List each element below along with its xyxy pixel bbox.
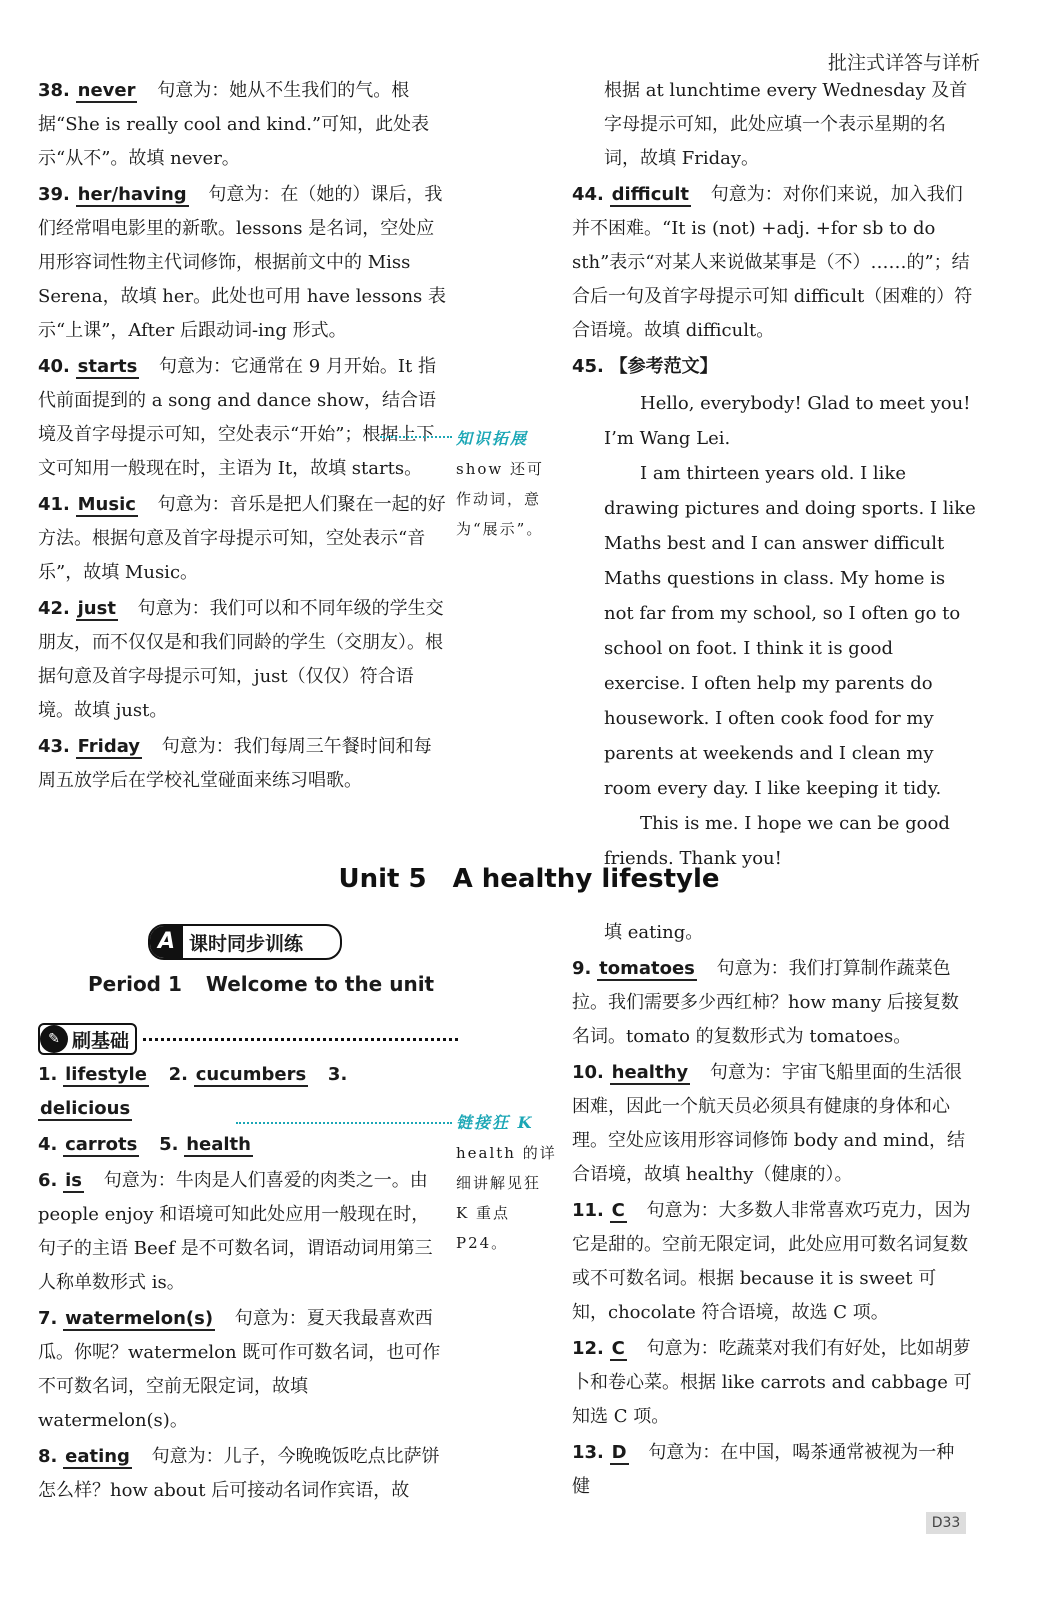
answer-item-12 <box>572 1332 972 1434</box>
side-note-link <box>456 1108 560 1258</box>
item-answer: tomatoes <box>599 958 695 979</box>
answer-item-38 <box>38 74 446 176</box>
item-explanation: 句意为：对你们来说，加入我们并不困难。“It is (not) +adj. +for sb to do sth”表示“对某人来说做某事是（不）……的”；结合后一句及首字母提示可知 difficult（困难的）符合语境。故填 difficult。 <box>572 184 973 341</box>
item-answer: starts <box>77 356 138 377</box>
answer-item-8-continued: 填 eating。 <box>604 922 704 943</box>
page-number: D33 <box>926 1512 966 1534</box>
period-number: Period 1 <box>88 972 182 996</box>
item-number: 39. <box>38 184 70 205</box>
item-number: 4. <box>38 1134 58 1155</box>
answer-row-1-3 <box>38 1058 446 1126</box>
basic-practice-heading <box>38 1022 458 1056</box>
item-number: 7. <box>38 1308 58 1329</box>
item-answer: difficult <box>611 184 690 205</box>
item-answer: D <box>611 1442 627 1463</box>
period-title: Welcome to the unit <box>205 972 435 996</box>
item-number: 11. <box>572 1200 604 1221</box>
answer-item-42 <box>38 592 446 728</box>
item-explanation: 句意为：夏天我最喜欢西瓜。你呢？watermelon 既可作可数名词，也可作不可数名词，空前无限定词，故填 watermelon(s)。 <box>38 1308 441 1431</box>
item-number: 40. <box>38 356 70 377</box>
item-explanation: 句意为：我们每周三午餐时间和每周五放学后在学校礼堂碰面来练习唱歌。 <box>38 736 432 791</box>
answer-item-10 <box>572 1056 972 1192</box>
item-number: 43. <box>38 736 70 757</box>
side-note-knowledge <box>456 424 560 544</box>
bottom-left-column <box>38 1058 446 1510</box>
section-badge <box>148 924 342 960</box>
item-number: 44. <box>572 184 604 205</box>
answer-item-7 <box>38 1302 446 1438</box>
item-answer: carrots <box>65 1134 138 1155</box>
answer-item-40 <box>38 350 446 486</box>
basic-practice-box <box>38 1023 137 1055</box>
item-answer: lifestyle <box>65 1064 147 1085</box>
item-answer: just <box>77 598 116 619</box>
item-number: 42. <box>38 598 70 619</box>
basic-practice-label: 刷基础 <box>72 1029 130 1052</box>
item-number: 2. <box>168 1064 189 1085</box>
item-answer: cucumbers <box>195 1064 307 1085</box>
item-number: 3. <box>327 1064 348 1085</box>
side-note-tag: 知识拓展 <box>456 429 529 448</box>
item-number: 1. <box>38 1064 58 1085</box>
answer-item-44 <box>572 178 980 348</box>
item-answer: watermelon(s) <box>65 1308 214 1329</box>
side-note-text: health 的详细讲解见狂 K 重点 P24。 <box>456 1144 557 1252</box>
item-answer: Music <box>77 494 136 515</box>
note-leader-line <box>236 1122 452 1124</box>
answer-item-8 <box>38 1440 446 1508</box>
item-answer: C <box>611 1338 625 1359</box>
item-answer: Friday <box>77 736 141 757</box>
item-number: 5. <box>159 1134 179 1155</box>
essay-paragraph: I am thirteen years old. I like drawing pictures and doing sports. I like Maths best and I can answer difficult Maths questions in class. My home is not far from my school, so I often go to school on foot. I think it is good exercise. I often help my parents do housework. I often cook food for my parents at weekends and I clean my room every day. I like keeping it tidy. <box>604 463 976 799</box>
item-explanation: 句意为：她从不生我们的气。根据“She is really cool and kind.”可知，此处表示“从不”。故填 never。 <box>38 80 430 169</box>
model-essay <box>572 386 980 876</box>
item-number: 38. <box>38 80 70 101</box>
item-answer: eating <box>65 1446 130 1467</box>
item-explanation: 句意为：宇宙飞船里面的生活很困难，因此一个航天员必须具有健康的身体和心理。空处应该用形容词修饰 body and mind，结合语境，故填 healthy（健康的）。 <box>572 1062 966 1185</box>
item-answer: is <box>65 1170 82 1191</box>
item-number: 10. <box>572 1062 604 1083</box>
item-explanation: 句意为：我们打算制作蔬菜色拉。我们需要多少西红柿？how many 后接复数名词。tomato 的复数形式为 tomatoes。 <box>572 958 959 1047</box>
item-answer: delicious <box>40 1098 131 1119</box>
item-number: 8. <box>38 1446 58 1467</box>
side-note-text: show 还可作动词，意为“展示”。 <box>456 460 544 538</box>
item-number: 9. <box>572 958 592 979</box>
bottom-right-column <box>572 916 972 1506</box>
item-explanation: 句意为：大多数人非常喜欢巧克力，因为它是甜的。空前无限定词，此处应用可数名词复数或不可数名词。根据 because it is sweet 可知，chocolate 符合语境，故选 C 项。 <box>572 1200 971 1323</box>
answer-item-39 <box>38 178 446 348</box>
item-explanation: 句意为：音乐是把人们聚在一起的好方法。根据句意及首字母提示可知，空处表示“音乐”，故填 Music。 <box>38 494 446 583</box>
item-answer: her/having <box>77 184 187 205</box>
item-answer: healthy <box>611 1062 689 1083</box>
answer-item-43-continued: 根据 at lunchtime every Wednesday 及首字母提示可知，此处应填一个表示星期的名词，故填 Friday。 <box>604 80 968 169</box>
answer-item-45 <box>572 350 980 384</box>
answer-item-13 <box>572 1436 972 1504</box>
item-explanation: 句意为：在中国，喝茶通常被视为一种健 <box>572 1442 955 1497</box>
period-heading <box>88 972 434 996</box>
model-essay-label: 【参考范文】 <box>609 356 718 377</box>
page-header: 批注式详答与详析 <box>827 52 980 74</box>
answer-row-4-5 <box>38 1128 446 1162</box>
item-explanation: 句意为：我们可以和不同年级的学生交朋友，而不仅仅是和我们同龄的学生（交朋友）。根据句意及首字母提示可知，just（仅仅）符合语境。故填 just。 <box>38 598 444 721</box>
top-right-column <box>572 74 980 876</box>
item-answer: health <box>186 1134 251 1155</box>
item-answer: never <box>77 80 136 101</box>
essay-paragraph: This is me. I hope we can be good friends. Thank you! <box>604 813 950 869</box>
dotted-divider <box>143 1038 458 1041</box>
answer-item-6 <box>38 1164 446 1300</box>
item-explanation: 句意为：吃蔬菜对我们有好处，比如胡萝卜和卷心菜。根据 like carrots and cabbage 可知选 C 项。 <box>572 1338 972 1427</box>
item-answer: C <box>611 1200 625 1221</box>
pencil-icon: ✎ <box>40 1025 68 1053</box>
answer-item-11 <box>572 1194 972 1330</box>
item-explanation: 句意为：牛肉是人们喜爱的肉类之一。由 people enjoy 和语境可知此处应用一般现在时，句子的主语 Beef 是不可数名词，谓语动词用第三人称单数形式 is。 <box>38 1170 433 1293</box>
unit-title: Unit 5 A healthy lifestyle <box>338 864 720 894</box>
item-number: 6. <box>38 1170 58 1191</box>
note-leader-line <box>380 436 452 438</box>
item-number: 12. <box>572 1338 604 1359</box>
item-explanation: 句意为：在（她的）课后，我们经常唱电影里的新歌。lessons 是名词，空处应用形容词性物主代词修饰，根据前文中的 Miss Serena，故填 her。此处也可用 have lessons 表示“上课”，After 后跟动词-ing 形式。 <box>38 184 446 341</box>
answer-item-41 <box>38 488 446 590</box>
item-explanation: 句意为：儿子，今晚晚饭吃点比萨饼怎么样？how about 后可接动名词作宾语，故 <box>38 1446 440 1501</box>
answer-item-43 <box>38 730 446 798</box>
section-letter: A <box>150 926 183 958</box>
item-number: 41. <box>38 494 70 515</box>
item-number: 45. <box>572 356 604 377</box>
essay-paragraph: Hello, everybody! Glad to meet you! I’m Wang Lei. <box>604 393 971 449</box>
side-note-tag: 链接狂 K <box>456 1113 534 1132</box>
item-explanation: 句意为：它通常在 9 月开始。It 指代前面提到的 a song and dance show，结合语境及首字母提示可知，空处表示“开始”；根据上下文可知用一般现在时，主语为 It，故填 starts。 <box>38 356 437 479</box>
answer-item-9 <box>572 952 972 1054</box>
section-label: 课时同步训练 <box>189 932 304 955</box>
item-number: 13. <box>572 1442 604 1463</box>
